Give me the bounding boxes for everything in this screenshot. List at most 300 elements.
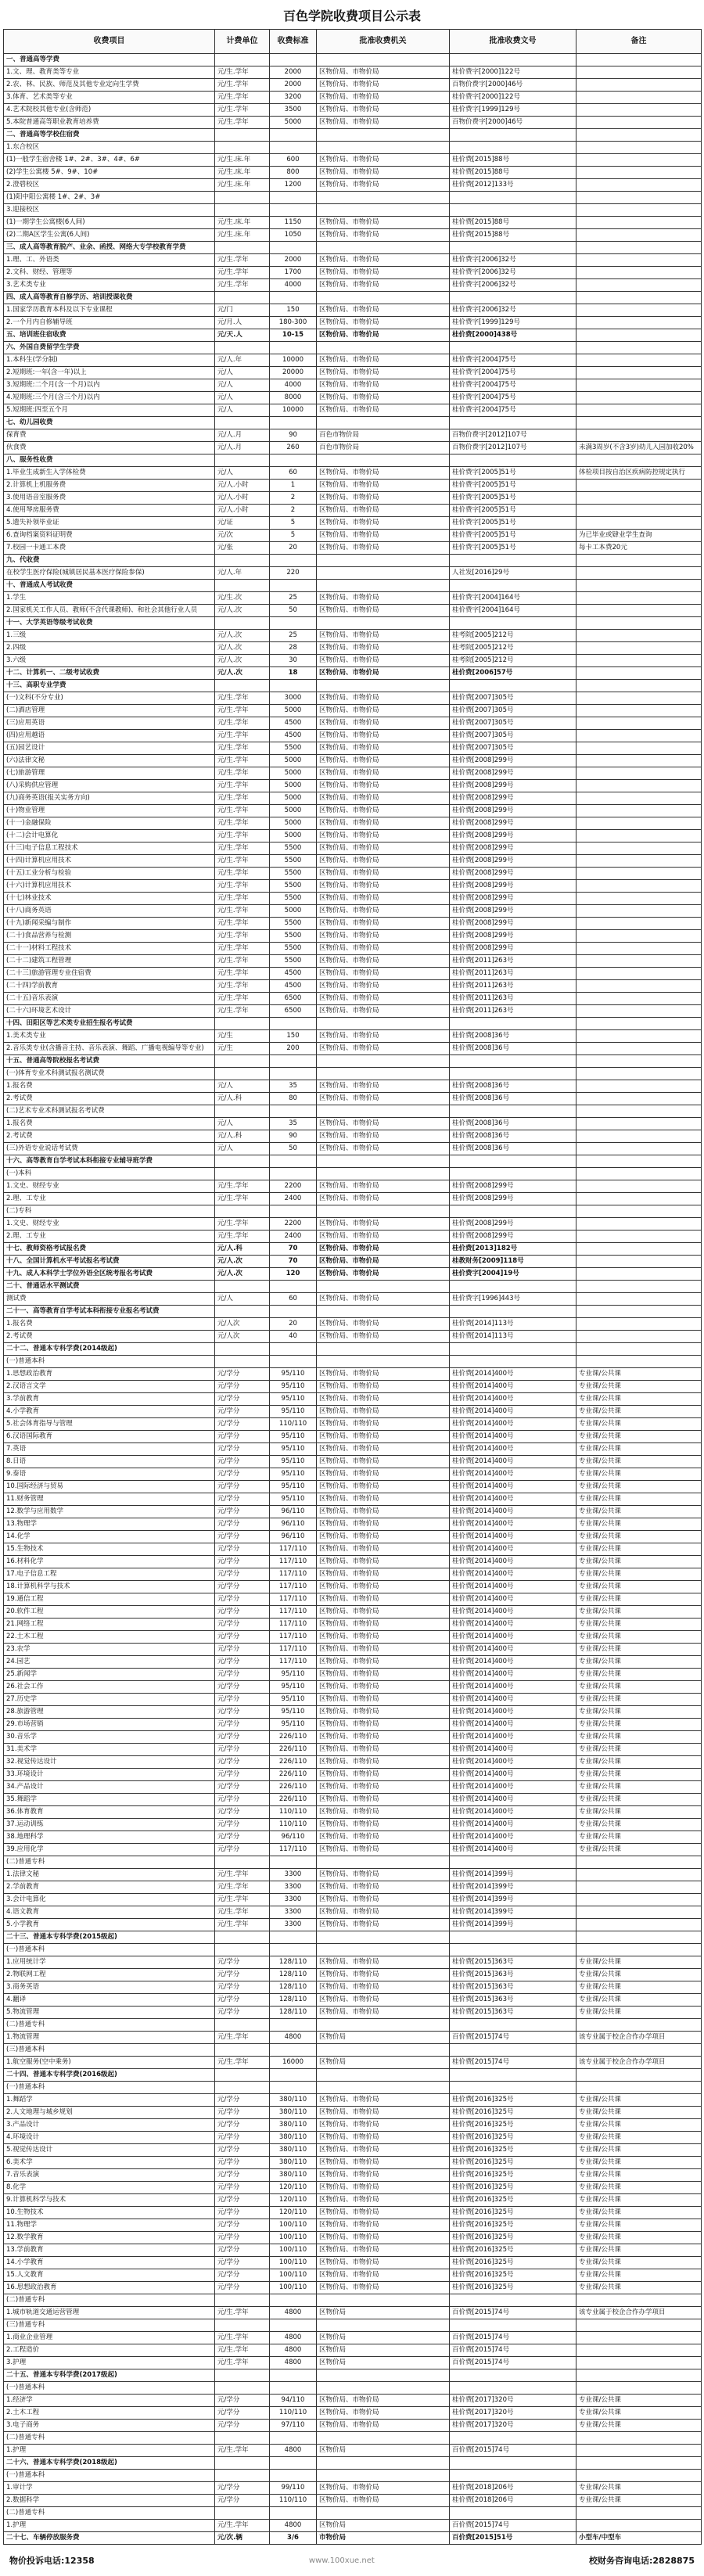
authority-cell: 区物价局、市物价局: [317, 918, 450, 930]
authority-cell: 区物价局、市物价局: [317, 1831, 450, 1844]
unit-cell: 元/生.学年: [215, 893, 270, 905]
unit-cell: 元/生.学年: [215, 792, 270, 805]
standard-cell: 95/110: [270, 1493, 317, 1506]
standard-cell: 220: [270, 567, 317, 580]
standard-cell: 3300: [270, 1881, 317, 1894]
fee-item-cell: 4.短期班:三个月(含三个月)以内: [4, 392, 215, 404]
document-no-cell: 桂价费[2014]400号: [450, 1719, 576, 1731]
remarks-cell: [576, 880, 702, 893]
fee-item-cell: 2.数据科学: [4, 2495, 215, 2507]
authority-cell: 区物价局、市物价局: [317, 1906, 450, 1919]
fee-item-cell: 3.六级: [4, 655, 215, 667]
document-no-cell: [450, 2019, 576, 2032]
table-row: [4, 2219, 702, 2232]
fee-item-cell: 2.计算机上机服务费: [4, 480, 215, 492]
remarks-cell: 专业课/公共课: [576, 1794, 702, 1806]
document-no-cell: 桂价费字[2005]51号: [450, 505, 576, 517]
standard-cell: 4800: [270, 2344, 317, 2357]
remarks-cell: [576, 2019, 702, 2032]
remarks-cell: [576, 1293, 702, 1306]
section-row: [4, 2457, 702, 2470]
remarks-cell: 专业课/公共课: [576, 2395, 702, 2407]
unit-cell: [215, 2369, 270, 2382]
authority-cell: 区物价局、市物价局: [317, 2420, 450, 2432]
authority-cell: 百色市物价局: [317, 442, 450, 454]
document-no-cell: 百价费[2015]74号: [450, 2357, 576, 2369]
fee-item-cell: 伙食费: [4, 442, 215, 454]
fee-item-cell: (1)阳中阳公寓楼 1#、2#、3#: [4, 192, 215, 204]
table-row: [4, 955, 702, 968]
unit-cell: [215, 1018, 270, 1030]
remarks-cell: 专业课/公共课: [576, 1806, 702, 1819]
unit-cell: 元/学分: [215, 2132, 270, 2144]
authority-cell: 区物价局、市物价局: [317, 2282, 450, 2294]
authority-cell: [317, 1856, 450, 1869]
remarks-cell: 专业课/公共课: [576, 1606, 702, 1619]
authority-cell: 百色市物价局: [317, 429, 450, 442]
authority-cell: 区物价局、市物价局: [317, 1581, 450, 1593]
fee-item-cell: 2.学前教育: [4, 1881, 215, 1894]
standard-cell: 5500: [270, 868, 317, 880]
remarks-cell: 专业课/公共课: [576, 2194, 702, 2207]
fee-item-cell: 1.商业企业管理: [4, 2332, 215, 2344]
document-no-cell: [450, 417, 576, 429]
unit-cell: 元/学分: [215, 1431, 270, 1443]
document-no-cell: [450, 292, 576, 304]
remarks-cell: [576, 329, 702, 342]
table-row: [4, 2032, 702, 2044]
table-row: [4, 1781, 702, 1794]
remarks-cell: [576, 1906, 702, 1919]
unit-cell: [215, 2044, 270, 2057]
fee-item-cell: 13.物理学: [4, 1518, 215, 1531]
unit-cell: 元/人.科: [215, 1093, 270, 1105]
fee-item-cell: 一、普通高等学费: [4, 54, 215, 66]
document-no-cell: 桂价费[2008]299号: [450, 918, 576, 930]
standard-cell: 3300: [270, 1894, 317, 1906]
fee-item-cell: (1)一期学生公寓楼(6人间): [4, 217, 215, 229]
fee-item-cell: 9.泰语: [4, 1468, 215, 1481]
standard-cell: 4800: [270, 2520, 317, 2532]
authority-cell: 区物价局、市物价局: [317, 92, 450, 104]
remarks-cell: [576, 54, 702, 66]
document-no-cell: 桂价费[2016]325号: [450, 2244, 576, 2257]
document-no-cell: [450, 617, 576, 630]
standard-cell: [270, 192, 317, 204]
table-row: [4, 1481, 702, 1493]
table-row: [4, 1819, 702, 1831]
fee-item-cell: 1.国家学历教育本科及以下专业课程: [4, 304, 215, 317]
authority-cell: 区物价局、市物价局: [317, 1393, 450, 1406]
unit-cell: 元/学分: [215, 1656, 270, 1669]
unit-cell: 元/人.次: [215, 630, 270, 642]
unit-cell: 元/人.月: [215, 442, 270, 454]
table-body: [4, 54, 702, 2545]
unit-cell: 元/生: [215, 1043, 270, 1055]
table-row: [4, 755, 702, 767]
standard-cell: 30: [270, 655, 317, 667]
standard-cell: 5000: [270, 792, 317, 805]
document-no-cell: 桂价费[2016]325号: [450, 2132, 576, 2144]
authority-cell: 区物价局、市物价局: [317, 1956, 450, 1969]
remarks-cell: [576, 92, 702, 104]
fee-item-cell: 16.材料化学: [4, 1556, 215, 1568]
standard-cell: 5000: [270, 905, 317, 918]
authority-cell: 区物价局、市物价局: [317, 1418, 450, 1431]
fee-item-cell: (十八)商务英语: [4, 905, 215, 918]
unit-cell: [215, 1068, 270, 1080]
section-row: [4, 1306, 702, 1318]
standard-cell: 110/110: [270, 2495, 317, 2507]
fee-item-cell: 2.四级: [4, 642, 215, 655]
document-no-cell: 桂价费[2014]400号: [450, 1731, 576, 1744]
footer: [3, 2545, 701, 2576]
authority-cell: 区物价局、市物价局: [317, 2207, 450, 2219]
table-row: [4, 1506, 702, 1518]
fee-item-cell: 1.文、理、教育类等专业: [4, 66, 215, 79]
table-row: [4, 655, 702, 667]
fee-item-cell: 36.体育教育: [4, 1806, 215, 1819]
document-no-cell: [450, 129, 576, 142]
document-no-cell: [450, 2082, 576, 2094]
document-no-cell: 桂考院[2005]212号: [450, 630, 576, 642]
fee-item-cell: 37.运动训练: [4, 1819, 215, 1831]
standard-cell: 50: [270, 605, 317, 617]
unit-cell: 元/学分: [215, 2182, 270, 2194]
standard-cell: [270, 1306, 317, 1318]
table-row: [4, 1619, 702, 1631]
section-row: [4, 242, 702, 254]
table-row: [4, 117, 702, 129]
fee-item-cell: 2.考试费: [4, 1331, 215, 1343]
remarks-cell: 专业课/公共课: [576, 1819, 702, 1831]
document-no-cell: 桂价费[2015]363号: [450, 1956, 576, 1969]
standard-cell: 20: [270, 1318, 317, 1331]
document-no-cell: 桂价费[2008]299号: [450, 817, 576, 830]
table-row: [4, 2257, 702, 2269]
remarks-cell: [576, 1205, 702, 1218]
standard-cell: 226/110: [270, 1769, 317, 1781]
unit-cell: 元/生.学年: [215, 717, 270, 730]
authority-cell: 区物价局、市物价局: [317, 1468, 450, 1481]
table-row: [4, 705, 702, 717]
document-no-cell: 桂价费[2014]400号: [450, 1368, 576, 1381]
remarks-cell: 专业课/公共课: [576, 1719, 702, 1731]
document-no-cell: [450, 1205, 576, 1218]
standard-cell: 200: [270, 1043, 317, 1055]
table-row: [4, 492, 702, 505]
section-row: [4, 1931, 702, 1944]
authority-cell: 区物价局、市物价局: [317, 1331, 450, 1343]
fee-item-cell: 22.土木工程: [4, 1631, 215, 1644]
unit-cell: 元/生.学年: [215, 1193, 270, 1205]
standard-cell: 5000: [270, 767, 317, 780]
document-no-cell: 桂价费[2014]399号: [450, 1869, 576, 1881]
remarks-cell: 每卡工本费20元: [576, 542, 702, 555]
document-no-cell: 桂价费[2014]400号: [450, 1606, 576, 1619]
standard-cell: [270, 2319, 317, 2332]
remarks-cell: 专业课/公共课: [576, 1656, 702, 1669]
standard-cell: 95/110: [270, 1368, 317, 1381]
fee-item-cell: 4.艺术院校其他专业(含师范): [4, 104, 215, 117]
standard-cell: 380/110: [270, 2107, 317, 2119]
document-no-cell: 桂价费字[2000]122号: [450, 92, 576, 104]
fee-item-cell: (六)法律文秘: [4, 755, 215, 767]
standard-cell: 10000: [270, 404, 317, 417]
remarks-cell: [576, 767, 702, 780]
unit-cell: 元/人: [215, 1293, 270, 1306]
unit-cell: 元/生.学年: [215, 880, 270, 893]
unit-cell: 元/学分: [215, 2207, 270, 2219]
fee-item-cell: 2.短期班:一年(含一年)以上: [4, 367, 215, 379]
fee-item-cell: 2.国家机关工作人员、教师(不含代课教师)、和社会其他行业人员: [4, 605, 215, 617]
remarks-cell: [576, 429, 702, 442]
document-no-cell: 桂价费字[2005]51号: [450, 517, 576, 530]
authority-cell: 区物价局、市物价局: [317, 1656, 450, 1669]
standard-cell: 5500: [270, 930, 317, 943]
authority-cell: 区物价局、市物价局: [317, 1093, 450, 1105]
remarks-cell: [576, 580, 702, 592]
document-no-cell: 桂价费字[1999]129号: [450, 317, 576, 329]
document-no-cell: 桂价费[2016]325号: [450, 2169, 576, 2182]
authority-cell: 区物价局、市物价局: [317, 930, 450, 943]
remarks-cell: 专业课/公共课: [576, 1769, 702, 1781]
authority-cell: 区物价局、市物价局: [317, 955, 450, 968]
table-row: [4, 1744, 702, 1756]
fee-item-cell: 在校学生医疗保险(城镇居民基本医疗保险参保): [4, 567, 215, 580]
authority-cell: 区物价局、市物价局: [317, 317, 450, 329]
remarks-cell: 专业课/公共课: [576, 1381, 702, 1393]
unit-cell: 元/生.学年: [215, 1894, 270, 1906]
unit-cell: 元/人.小时: [215, 480, 270, 492]
table-row: [4, 404, 702, 417]
unit-cell: 元/学分: [215, 1969, 270, 1981]
fee-item-cell: 8.化学: [4, 2182, 215, 2194]
fee-item-cell: 3.体育、艺术类等专业: [4, 92, 215, 104]
unit-cell: 元/学分: [215, 2282, 270, 2294]
unit-cell: 元/生.学年: [215, 730, 270, 742]
document-no-cell: 桂价费[2015]363号: [450, 2007, 576, 2019]
document-no-cell: [450, 54, 576, 66]
remarks-cell: 专业课/公共课: [576, 2495, 702, 2507]
standard-cell: [270, 1944, 317, 1956]
document-no-cell: 桂价费字[2006]32号: [450, 267, 576, 279]
document-no-cell: [450, 1018, 576, 1030]
table-row: [4, 1431, 702, 1443]
document-no-cell: 桂价费[2008]299号: [450, 1218, 576, 1231]
unit-cell: 元/学分: [215, 1744, 270, 1756]
remarks-cell: [576, 2382, 702, 2395]
table-row: [4, 179, 702, 192]
standard-cell: 5000: [270, 705, 317, 717]
remarks-cell: [576, 717, 702, 730]
table-row: [4, 2445, 702, 2457]
authority-cell: 区物价局、市物价局: [317, 505, 450, 517]
table-row: [4, 1694, 702, 1706]
remarks-cell: [576, 918, 702, 930]
standard-cell: 380/110: [270, 2169, 317, 2182]
document-no-cell: 桂价费[2014]400号: [450, 1756, 576, 1769]
standard-cell: [270, 1343, 317, 1356]
authority-cell: 区物价局、市物价局: [317, 1644, 450, 1656]
authority-cell: 区物价局、市物价局: [317, 792, 450, 805]
standard-cell: 90: [270, 1130, 317, 1143]
standard-cell: 3200: [270, 92, 317, 104]
standard-cell: 128/110: [270, 1956, 317, 1969]
document-no-cell: 桂价费[2016]325号: [450, 2094, 576, 2107]
fee-item-cell: 二十一、高等教育自学考试本科衔接专业报名考试费: [4, 1306, 215, 1318]
standard-cell: [270, 1168, 317, 1180]
remarks-cell: [576, 417, 702, 429]
table-row: [4, 968, 702, 980]
authority-cell: [317, 2319, 450, 2332]
section-row: [4, 1268, 702, 1281]
fee-item-cell: 二十二、普通本专科学费(2014级起): [4, 1343, 215, 1356]
unit-cell: 元/生.学年: [215, 805, 270, 817]
unit-cell: 元/生.学年: [215, 755, 270, 767]
unit-cell: 元/生.床.年: [215, 179, 270, 192]
fee-item-cell: 五、培训班住宿收费: [4, 329, 215, 342]
unit-cell: 元/次: [215, 530, 270, 542]
authority-cell: 区物价局、市物价局: [317, 1806, 450, 1819]
remarks-cell: [576, 1343, 702, 1356]
table-row: [4, 204, 702, 217]
document-no-cell: 桂价费字[2004]75号: [450, 392, 576, 404]
document-no-cell: 桂价费[2014]400号: [450, 1393, 576, 1406]
header-fee-item: 收费项目: [4, 30, 215, 54]
fee-item-cell: 3.会计电算化: [4, 1894, 215, 1906]
authority-cell: 区物价局、市物价局: [317, 605, 450, 617]
standard-cell: 5500: [270, 918, 317, 930]
fee-item-cell: (三)普通专科: [4, 2319, 215, 2332]
document-no-cell: 百物价费字[2000]46号: [450, 79, 576, 92]
fee-item-cell: 二十四、普通本专科学费(2016级起): [4, 2069, 215, 2082]
fee-item-cell: (一)普通本科: [4, 2382, 215, 2395]
authority-cell: 区物价局、市物价局: [317, 642, 450, 655]
unit-cell: 元/生.学年: [215, 742, 270, 755]
document-no-cell: 桂价费[2014]400号: [450, 1619, 576, 1631]
document-no-cell: 桂价费字[2005]51号: [450, 492, 576, 505]
document-no-cell: 桂价费字[2004]19号: [450, 1268, 576, 1281]
fee-item-cell: (三)外语专业说话考试费: [4, 1143, 215, 1155]
document-no-cell: 百价费[2015]74号: [450, 2344, 576, 2357]
remarks-cell: 专业课/公共课: [576, 1368, 702, 1381]
document-no-cell: 桂价费[2014]400号: [450, 1581, 576, 1593]
authority-cell: 区物价局、市物价局: [317, 805, 450, 817]
fee-item-cell: 15.生物技术: [4, 1543, 215, 1556]
remarks-cell: [576, 905, 702, 918]
fee-item-cell: 1.应用统计学: [4, 1956, 215, 1969]
table-row: [4, 1831, 702, 1844]
authority-cell: 区物价局、市物价局: [317, 217, 450, 229]
authority-cell: [317, 1356, 450, 1368]
fee-item-cell: 1.法律文秘: [4, 1869, 215, 1881]
table-row: [4, 767, 702, 780]
standard-cell: 1700: [270, 267, 317, 279]
unit-cell: 元/学分: [215, 1831, 270, 1844]
fee-item-cell: 十三、高职专业学费: [4, 680, 215, 692]
remarks-cell: [576, 167, 702, 179]
authority-cell: [317, 2369, 450, 2382]
table-row: [4, 2019, 702, 2032]
unit-cell: 元/学分: [215, 1844, 270, 1856]
fee-item-cell: 3.学前教育: [4, 1393, 215, 1406]
standard-cell: 60: [270, 467, 317, 480]
authority-cell: 区物价局、市物价局: [317, 2132, 450, 2144]
unit-cell: 元/人.次: [215, 605, 270, 617]
fee-item-cell: 八、服务性收费: [4, 454, 215, 467]
fee-item-cell: (十九)新闻采编与制作: [4, 918, 215, 930]
fee-item-cell: 20.软件工程: [4, 1606, 215, 1619]
table-row: [4, 229, 702, 242]
standard-cell: 35: [270, 1118, 317, 1130]
unit-cell: 元/学分: [215, 1393, 270, 1406]
authority-cell: 区物价局、市物价局: [317, 2232, 450, 2244]
fee-item-cell: (一)本科: [4, 1168, 215, 1180]
remarks-cell: [576, 1894, 702, 1906]
authority-cell: 区物价局: [317, 2520, 450, 2532]
authority-cell: 区物价局、市物价局: [317, 2482, 450, 2495]
authority-cell: 区物价局、市物价局: [317, 1994, 450, 2007]
authority-cell: 区物价局、市物价局: [317, 1981, 450, 1994]
table-row: [4, 1531, 702, 1543]
remarks-cell: 该专业属于校企合作办学项目: [576, 2057, 702, 2069]
remarks-cell: [576, 1168, 702, 1180]
remarks-cell: [576, 968, 702, 980]
fee-item-cell: (一)文科(不分专业): [4, 692, 215, 705]
standard-cell: 28: [270, 642, 317, 655]
document-no-cell: 桂价费[2015]363号: [450, 1994, 576, 2007]
authority-cell: [317, 1055, 450, 1068]
unit-cell: 元/学分: [215, 1381, 270, 1393]
unit-cell: 元/生.床.年: [215, 217, 270, 229]
remarks-cell: [576, 404, 702, 417]
remarks-cell: [576, 742, 702, 755]
fee-item-cell: 25.新闻学: [4, 1669, 215, 1681]
remarks-cell: 专业课/公共课: [576, 1844, 702, 1856]
authority-cell: 区物价局、市物价局: [317, 1143, 450, 1155]
fee-item-cell: (二)普通专科: [4, 2432, 215, 2445]
unit-cell: 元/生.学年: [215, 2520, 270, 2532]
standard-cell: 95/110: [270, 1381, 317, 1393]
table-row: [4, 1043, 702, 1055]
remarks-cell: 体检项目按自治区疾病防控规定执行: [576, 467, 702, 480]
unit-cell: 元/生.学年: [215, 767, 270, 780]
table-row: [4, 805, 702, 817]
section-row: [4, 1243, 702, 1256]
authority-cell: [317, 567, 450, 580]
fee-item-cell: (八)采购供应管理: [4, 780, 215, 792]
document-no-cell: 百价费[2015]74号: [450, 2332, 576, 2344]
authority-cell: 区物价局、市物价局: [317, 1481, 450, 1493]
unit-cell: 元/学分: [215, 1956, 270, 1969]
table-row: [4, 1719, 702, 1731]
table-row: [4, 2207, 702, 2219]
standard-cell: 180-300: [270, 317, 317, 329]
unit-cell: 元/生.学年: [215, 2445, 270, 2457]
fee-item-cell: 2.澄碧校区: [4, 179, 215, 192]
document-no-cell: 桂价费[2011]263号: [450, 1005, 576, 1018]
table-row: [4, 1418, 702, 1431]
fee-item-cell: 二十三、普通本专科学费(2015级起): [4, 1931, 215, 1944]
document-no-cell: 桂价费[2008]299号: [450, 1180, 576, 1193]
standard-cell: 100/110: [270, 2244, 317, 2257]
remarks-cell: [576, 1919, 702, 1931]
standard-cell: 5: [270, 517, 317, 530]
document-no-cell: [450, 2507, 576, 2520]
authority-cell: 区物价局、市物价局: [317, 1218, 450, 1231]
authority-cell: [317, 2470, 450, 2482]
